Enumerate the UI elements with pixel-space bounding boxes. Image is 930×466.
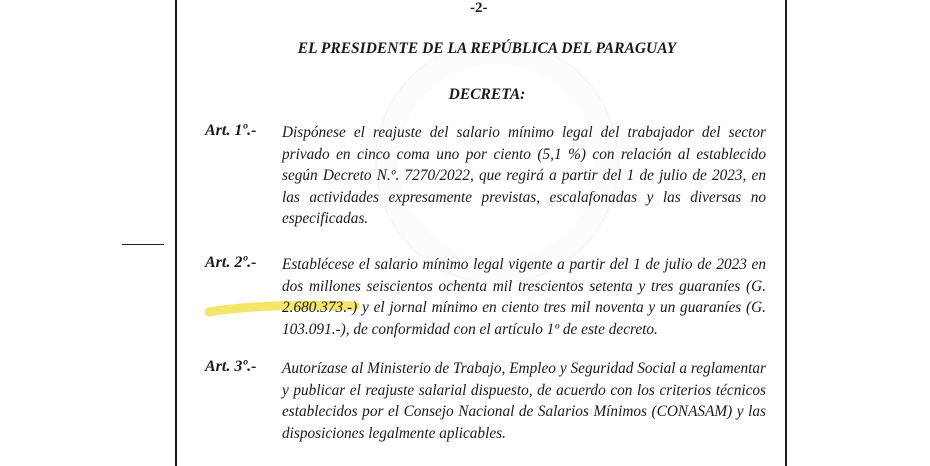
article-2-label: Art. 2º.- xyxy=(205,254,257,271)
decree-heading: DECRETA: xyxy=(448,86,526,103)
article-3-text: Autorízase al Ministerio de Trabajo, Empleo y Seguridad Social a reglamentar y publicar el reajuste salarial dispuesto, de acuerdo con los criterios técnicos establecidos por el Consejo Nacional de Salarios Mínimos (CONASAM) y las disposiciones legalmente aplicables. xyxy=(282,360,766,442)
article-2-text: Establécese el salario mínimo legal vigente a partir del 1 de julio de 2023 en dos millones seiscientos ochenta mil trescientos setenta y tres guaraníes (G. 2.680.373.-) y el jornal mínimo en ciento tres mil noventa y un guaraníes (G. 103.091.-), de conformidad con el artículo 1º de este decreto. xyxy=(282,256,766,338)
page-number: -2- xyxy=(470,0,488,16)
margin-rule xyxy=(122,244,164,245)
issuer-heading: EL PRESIDENTE DE LA REPÚBLICA DEL PARAGUAY xyxy=(297,40,677,57)
article-1-label: Art. 1º.- xyxy=(205,122,257,139)
article-1-text: Dispónese el reajuste del salario mínimo legal del trabajador del sector privado en cinco coma uno por ciento (5,1 %) con relación al establecido según Decreto N.º. 7270/2022, que regirá a partir del 1 de julio de 2023, en las actividades expresamente previstas, escalafonadas y las diversas no especificadas. xyxy=(282,124,766,227)
article-3-label: Art. 3º.- xyxy=(205,358,257,375)
